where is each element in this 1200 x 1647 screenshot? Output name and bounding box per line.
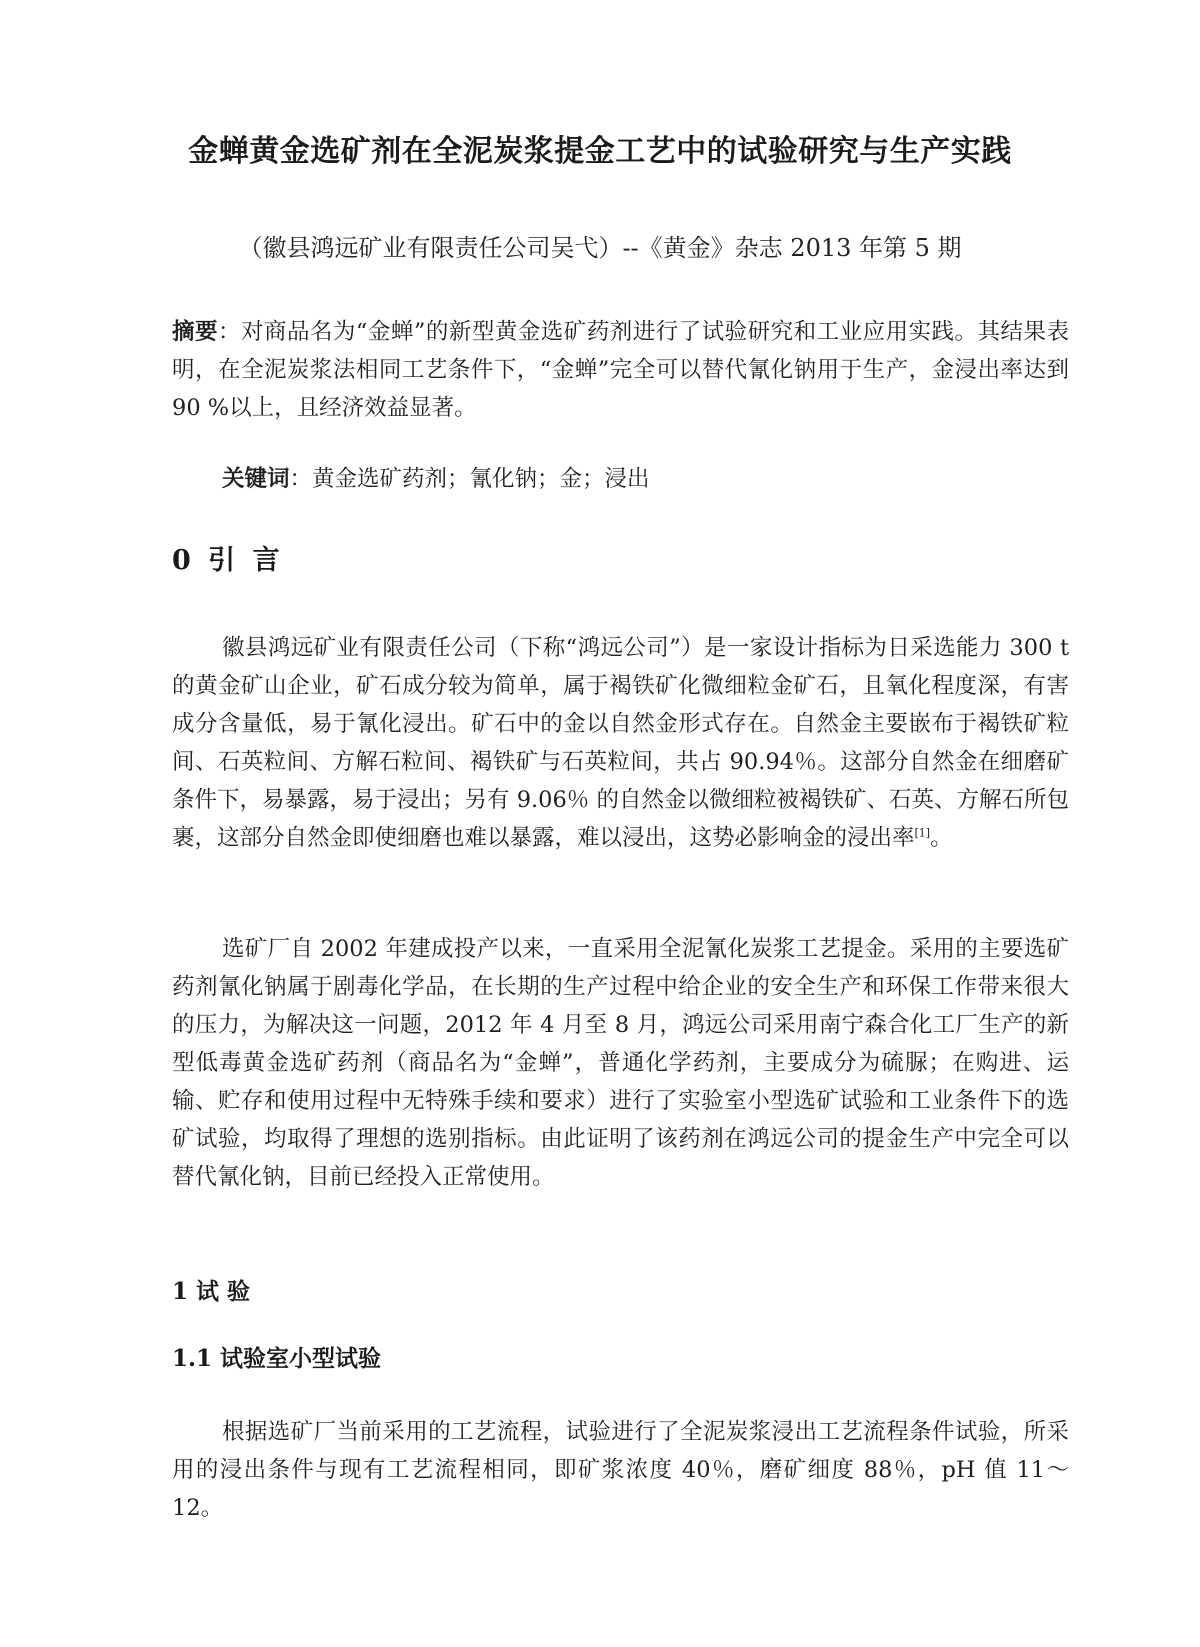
paper-title: 金蝉黄金选矿剂在全泥炭浆提金工艺中的试验研究与生产实践 — [188, 134, 1012, 169]
section-heading-intro: 0 引 言 — [172, 545, 284, 576]
keywords-label: 关键词 — [222, 466, 290, 492]
author-byline: （徽县鸿远矿业有限责任公司吴弋）--《黄金》杂志 2013 年第 5 期 — [238, 234, 962, 262]
intro-paragraph-1-text: 徽县鸿远矿业有限责任公司（下称“鸿远公司”）是一家设计指标为日采选能力 300 t 的黄金矿山企业，矿石成分较为简单，属于褐铁矿化微细粒金矿石，且氧化程度深，有害成分含量低，易于氰化浸出。矿石中的金以自然金形式存在。自然金主要嵌布于褐铁矿粒间、石英粒间、方解石粒间、褐铁矿与石英粒间，共占 90.94％。这部分自然金在细磨矿条件下，易暴露，易于浸出；另有 9.06％ 的自然金以微细粒被褐铁矿、石英、方解石所包裹，这部分自然金即使细磨也难以暴露，难以浸出，这势必影响金的浸出率 — [172, 635, 1069, 851]
abstract-separator: ： — [217, 319, 241, 345]
subsection-heading-lab: 1.1 试验室小型试验 — [172, 1345, 382, 1372]
section-heading-test: 1 试 验 — [172, 1278, 251, 1305]
intro-paragraph-2: 选矿厂自 2002 年建成投产以来，一直采用全泥氰化炭浆工艺提金。采用的主要选矿药剂氰化钠属于剧毒化学品，在长期的生产过程中给企业的安全生产和环保工作带来很大的压力，为解决这一问题，2012 年 4 月至 8 月，鸿远公司采用南宁森合化工厂生产的新型低毒黄金选矿药剂（商品名为“金蝉”，普通化学药剂，主要成分为硫脲；在购进、运输、贮存和使用过程中无特殊手续和要求）进行了实验室小型选矿试验和工业条件下的选矿试验，均取得了理想的选别指标。由此证明了该药剂在鸿远公司的提金生产中完全可以替代氰化钠，目前已经投入正常使用。 — [172, 936, 1069, 1190]
citation-ref: [1] — [914, 826, 931, 840]
intro-paragraph-1-end: 。 — [930, 825, 953, 851]
lab-paragraph-1: 根据选矿厂当前采用的工艺流程，试验进行了全泥炭浆浸出工艺流程条件试验，所采用的浸出条件与现有工艺流程相同，即矿浆浓度 40％，磨矿细度 88％，pH 值 11～12。 — [172, 1419, 1069, 1521]
abstract-text: 对商品名为“金蝉”的新型黄金选矿药剂进行了试验研究和工业应用实践。其结果表明，在全泥炭浆法相同工艺条件下，“金蝉”完全可以替代氰化钠用于生产，金浸出率达到 90 %以上，且经济效益显著。 — [172, 319, 1069, 421]
keywords-text: 黄金选矿药剂；氰化钠；金；浸出 — [312, 466, 650, 492]
keywords — [222, 460, 1069, 498]
intro-paragraph-1 — [172, 629, 1069, 857]
abstract-label: 摘要 — [172, 319, 218, 345]
abstract — [172, 313, 1069, 427]
keywords-separator: ： — [289, 466, 313, 492]
